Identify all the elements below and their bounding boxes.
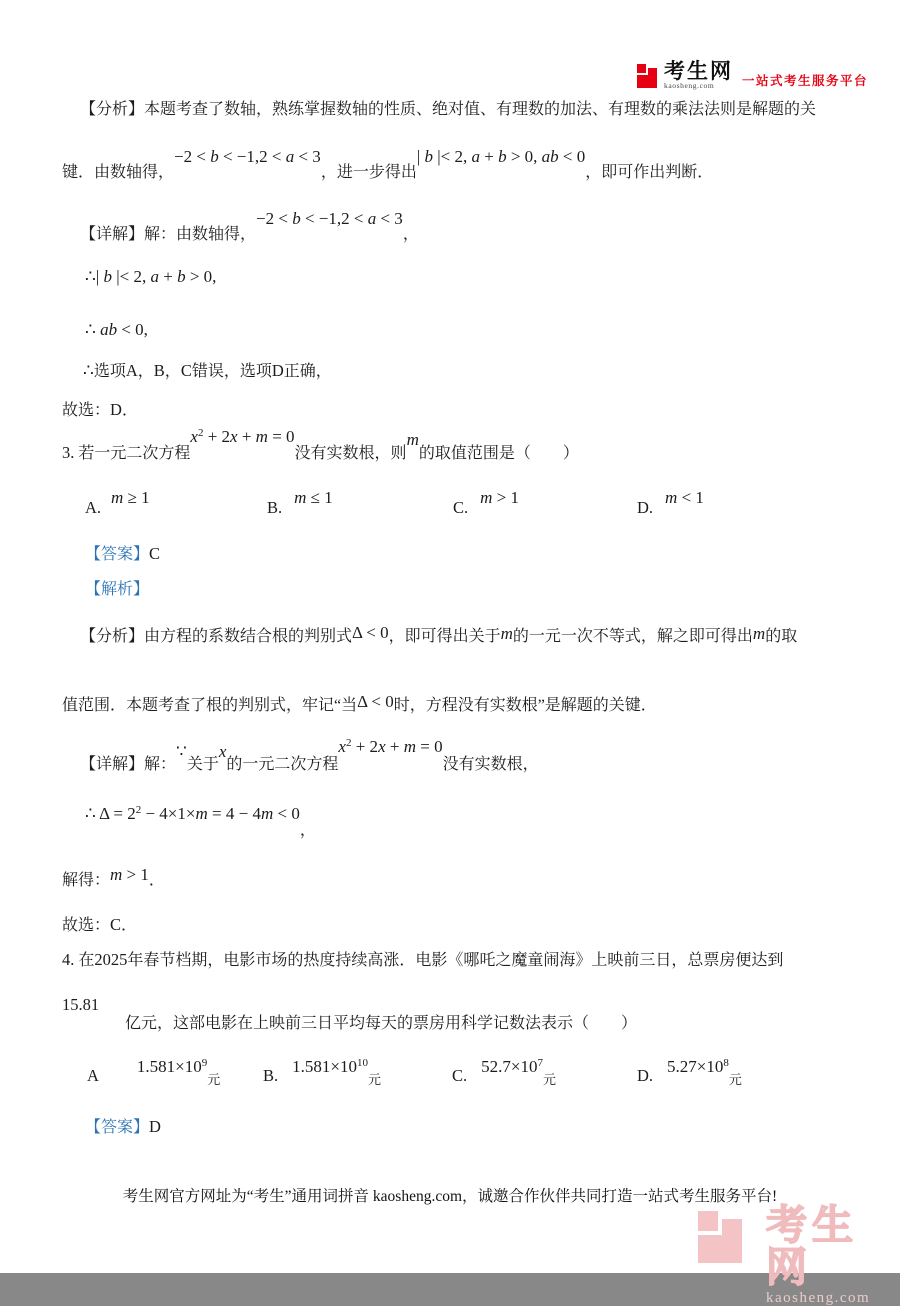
math-symbols: > 1 (122, 865, 149, 884)
text-segment: 元 (207, 1072, 221, 1087)
text-segment: 故选： (62, 402, 111, 419)
question-3-stem (62, 427, 579, 464)
text-segment: 若一元二次方程 (74, 445, 191, 462)
math-formula (85, 320, 148, 339)
math-symbols: ≥ 1 (123, 488, 150, 507)
detail-q3-line2 (85, 803, 316, 839)
text-segment: D (271, 361, 284, 380)
text-segment: 3. (62, 443, 75, 462)
text-segment: ，进一步得出 (320, 164, 417, 181)
math-variable: x (378, 737, 386, 756)
text-segment: 的取值范围是（ ） (418, 445, 579, 462)
math-symbols: |< 2, (432, 147, 472, 166)
text-segment: A (125, 361, 138, 380)
text-segment: 关于 (186, 756, 219, 773)
text-segment: 【详解】解：由数轴得， (80, 226, 257, 243)
watermark-text-column (766, 1204, 900, 1306)
question-4-line2 (62, 995, 99, 1016)
text-segment: 没有实数根， (442, 756, 539, 773)
text-segment: D (110, 400, 122, 419)
math-variable: b (210, 147, 219, 166)
q3-analysis-label (85, 580, 149, 600)
logo-block (637, 64, 646, 73)
math-symbols: |< 2, (111, 267, 151, 286)
math-symbols: | (416, 147, 425, 166)
conclusion-q2 (62, 400, 138, 421)
text-segment: ． (121, 917, 138, 934)
detail-q2-line3 (85, 319, 148, 341)
math-formula (219, 742, 227, 761)
math-variable: b (292, 209, 301, 228)
math-formula (407, 430, 419, 449)
math-variable: m (752, 624, 766, 643)
text-segment: 选项 (93, 363, 126, 380)
math-variable: b (498, 147, 507, 166)
math-variable: b (177, 267, 186, 286)
text-segment: ， (164, 363, 181, 380)
text-segment: ，即可作出判断． (585, 164, 714, 181)
logo-domain: kaosheng.com (664, 81, 715, 90)
text-segment: B. (263, 1066, 279, 1085)
text-segment: 15.81 (62, 995, 100, 1014)
math-variable: m (480, 488, 493, 507)
math-symbols: − 4×1× (141, 804, 196, 823)
math-symbols: −2 < (256, 209, 293, 228)
q3-answer (85, 544, 160, 565)
math-symbols: < 0 (273, 804, 300, 823)
text-segment: ． (121, 402, 138, 419)
math-symbols: + 2 (203, 427, 231, 446)
math-formula (294, 488, 333, 507)
math-variable: a (285, 147, 295, 166)
q3-option-d (637, 488, 704, 519)
superscript: 9 (201, 1057, 208, 1069)
text-segment: C (110, 915, 122, 934)
text-segment: D. (637, 1066, 654, 1085)
logo-text: 考生网 (664, 59, 733, 83)
text-segment: 解得： (62, 872, 111, 889)
text-segment: A. (85, 498, 102, 517)
watermark-block (698, 1211, 718, 1231)
conclusion-q3 (62, 915, 137, 936)
analysis-q3-line2 (62, 694, 657, 716)
math-symbols: 1.581×10 (136, 1057, 202, 1076)
text-segment: 年春节档期，电影市场的热度持续高涨．电影《哪吒之魔童闹海》上映前三日，总票房便达到 (127, 952, 784, 969)
math-symbols: + (237, 427, 256, 446)
math-symbols: Δ < 0 (357, 692, 394, 711)
watermark-logo-text: 考生网 (766, 1202, 858, 1290)
math-formula (417, 147, 585, 166)
text-segment: 错误，选项 (191, 363, 272, 380)
text-segment: ，即可得出关于 (388, 628, 501, 645)
math-formula (481, 1057, 543, 1076)
detail-q2-line2 (85, 266, 216, 288)
math-formula (85, 804, 300, 823)
math-formula (753, 624, 765, 643)
math-formula (111, 488, 150, 507)
math-variable: a (471, 147, 480, 166)
q3-option-b (267, 488, 333, 519)
text-segment: ， (299, 822, 316, 839)
q4-option-a (87, 1057, 221, 1087)
analysis-q3-line1 (80, 625, 797, 647)
math-formula (501, 624, 513, 643)
watermark-logo-domain: kaosheng.com (766, 1290, 871, 1306)
text-segment: 的取 (765, 628, 798, 645)
text-segment: 没有实数根，则 (294, 445, 407, 462)
text-segment: A (87, 1066, 99, 1085)
math-variable: a (367, 209, 377, 228)
superscript: 2 (197, 427, 204, 439)
text-segment: 亿元，这部电影在上映前三日平均每天的票房用科学记数法表示（ ） (125, 1015, 638, 1032)
detail-q3-line3 (62, 865, 165, 891)
math-symbols: < 1 (677, 488, 704, 507)
superscript: 2 (345, 737, 352, 749)
q4-answer (85, 1117, 161, 1138)
math-formula (256, 209, 403, 228)
text-segment: B (153, 361, 165, 380)
math-formula (174, 147, 321, 166)
math-formula (83, 361, 94, 380)
q4-option-b (263, 1057, 381, 1087)
question-4-line3 (125, 1014, 637, 1034)
math-symbols: < 0 (558, 147, 586, 166)
math-formula (667, 1057, 729, 1076)
logo-text-column (664, 60, 733, 90)
text-segment: 时，方程没有实数根”是解题的关键． (393, 697, 657, 714)
kaosheng-h-mark-icon (637, 60, 661, 92)
math-formula (190, 427, 294, 446)
logo-block (648, 68, 657, 88)
math-formula (137, 1057, 207, 1076)
math-symbols: = 0 (415, 737, 443, 756)
math-symbols: 52.7×10 (481, 1057, 538, 1076)
text-segment: C. (453, 498, 469, 517)
math-formula (480, 488, 519, 507)
math-variable: ab (100, 320, 118, 339)
math-symbols: + (479, 147, 499, 166)
watermark-logo (698, 1204, 900, 1306)
text-segment: 【分析】由方程的系数结合根的判别式 (80, 628, 353, 645)
math-symbols: < 3 (294, 147, 321, 166)
superscript: 8 (723, 1057, 729, 1069)
math-variable: x (190, 427, 198, 446)
math-formula (110, 865, 149, 884)
q3-option-a (85, 488, 150, 519)
bracket-label: 【答案】 (85, 546, 150, 563)
text-segment: 元 (542, 1072, 556, 1087)
math-symbols: > 1 (492, 488, 520, 507)
math-variable: m (260, 804, 274, 823)
math-symbols: < 0, (117, 320, 148, 339)
text-segment: 的一元一次不等式，解之即可得出 (512, 628, 753, 645)
math-formula (338, 737, 442, 756)
detail-q2-line1 (80, 209, 419, 245)
math-variable: b (424, 147, 433, 166)
bracket-label: 【解析】 (85, 581, 150, 598)
math-variable: x (230, 427, 238, 446)
math-variable: m (195, 804, 208, 823)
detail-q2-line4 (83, 360, 332, 382)
analysis-q2-line1 (80, 100, 816, 120)
footer-note: 考生网官方网址为“考生”通用词拼音 kaosheng.com，诚邀合作伙伴共同打造一站式考生服务平台! (122, 1188, 778, 1205)
bracket-label: 【答案】 (85, 1119, 150, 1136)
math-symbols: 1.581×10 (292, 1057, 357, 1076)
math-variable: m (255, 427, 268, 446)
math-symbols: ∴| (85, 267, 104, 286)
math-symbols: ∴ (83, 361, 94, 380)
math-symbols: ≤ 1 (306, 488, 333, 507)
text-segment: 在 (74, 952, 95, 969)
text-segment: 【详解】解： (80, 756, 177, 773)
math-symbols: = 4 − 4 (207, 804, 261, 823)
math-symbols: = 0 (267, 427, 295, 446)
math-variable: b (103, 267, 112, 286)
detail-q3-line1 (80, 737, 539, 775)
math-symbols: < −1,2 < (300, 209, 368, 228)
math-variable: x (218, 742, 227, 761)
math-symbols: + 2 (351, 737, 379, 756)
text-segment: 值范围．本题考查了根的判别式，牢记“当 (62, 697, 358, 714)
math-symbols: + (158, 267, 178, 286)
text-segment: C. (452, 1066, 468, 1085)
text-segment: 故选： (62, 917, 111, 934)
math-formula (352, 623, 389, 642)
math-variable: m (110, 865, 123, 884)
text-segment: D. (637, 498, 654, 517)
text-segment: D (149, 1117, 161, 1136)
q4-option-d (637, 1057, 742, 1087)
math-formula (665, 488, 704, 507)
math-variable: m (294, 488, 307, 507)
text-segment: B. (267, 498, 283, 517)
math-symbols: 5.27×10 (667, 1057, 724, 1076)
math-formula (85, 267, 216, 286)
header-logo (637, 60, 868, 92)
math-variable: m (665, 488, 678, 507)
math-variable: m (403, 737, 416, 756)
math-formula (176, 742, 187, 761)
math-variable: x (338, 737, 346, 756)
superscript: 2 (135, 804, 142, 816)
math-symbols: < −1,2 < (218, 147, 286, 166)
text-segment: C (149, 544, 161, 563)
math-formula (292, 1057, 368, 1076)
watermark-block (722, 1219, 742, 1263)
math-symbols: < 3 (376, 209, 403, 228)
math-symbols: ∵ (176, 742, 187, 761)
text-segment: 的一元二次方程 (226, 756, 339, 773)
text-segment: ， (137, 363, 154, 380)
text-segment: 元 (367, 1072, 381, 1087)
text-segment: 元 (728, 1072, 742, 1087)
text-segment: C (180, 361, 192, 380)
math-formula (357, 692, 394, 711)
math-variable: ab (541, 147, 559, 166)
math-variable: a (150, 267, 159, 286)
text-segment: 正确， (283, 363, 332, 380)
kaosheng-h-mark-watermark-icon (698, 1204, 756, 1270)
superscript: 10 (356, 1057, 368, 1069)
math-symbols: ∴ (85, 320, 101, 339)
analysis-q2-line2 (62, 147, 714, 183)
text-segment: 【分析】本题考查了数轴，熟练掌握数轴的性质、绝对值、有理数的加法、有理数的乘法法则是解题的关 (80, 101, 817, 118)
q4-option-c (452, 1057, 556, 1087)
superscript: 7 (537, 1057, 543, 1069)
text-segment: 键．由数轴得， (62, 164, 175, 181)
math-symbols: > 0, (185, 267, 217, 286)
math-variable: m (406, 430, 419, 449)
math-symbols: Δ < 0 (352, 623, 389, 642)
math-variable: m (500, 624, 513, 643)
text-segment: 4. (62, 950, 75, 969)
text-segment: 2025 (94, 950, 128, 969)
math-symbols: + (385, 737, 404, 756)
math-symbols: > 0, (506, 147, 542, 166)
q3-option-c (453, 488, 520, 519)
math-symbols: −2 < (174, 147, 211, 166)
text-segment: ， (402, 226, 419, 243)
math-variable: m (111, 488, 124, 507)
logo-tagline: 一站式考生服务平台 (742, 74, 869, 88)
math-symbols: ∴ Δ = 2 (85, 804, 136, 823)
text-segment: ． (148, 872, 165, 889)
question-4-line1 (62, 950, 783, 971)
watermark-block (698, 1235, 725, 1263)
